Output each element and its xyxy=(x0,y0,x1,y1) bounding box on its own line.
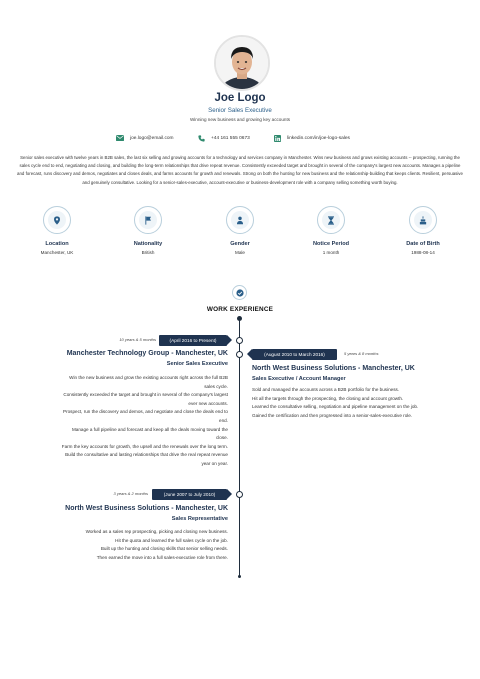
attribute-value: 1988-08-14 xyxy=(411,250,435,255)
job-description-line: sales cycle. xyxy=(204,383,228,389)
professional-summary: Senior sales executive with twelve years in B2B sales, the last six selling and growing accounts for a technology and services company in Manchester. Wins new business and grows existing accounts -- prospecting, running the sales cycle end to end, negotiating and closing, and building the long-term relationships that drive repeat revenue. Consistently exceeded target and brought in several of the company's largest new accounts. Manages a pipeline and forecast, runs discovery and demos, negotiates and closes deals, and farms accounts for growth and renewals. Strong on both the hunting for new business and the relationship-building that keeps clients. Resilient, persuasive and genuinely consultative. Looking for a senior-sales-executive, account-executive or business-development role with a company selling something worth buying. xyxy=(17,155,463,185)
attribute-label: Nationality xyxy=(133,241,163,247)
timeline-start-dot xyxy=(237,316,242,321)
tagline: Winning new business and growing key accounts xyxy=(189,117,291,122)
flag-icon xyxy=(144,216,152,225)
attribute-circle xyxy=(43,206,71,234)
job-title: Senior Sales Executive xyxy=(208,107,272,114)
phone-text: +44 161 555 0673 xyxy=(211,135,250,141)
linkedin-text: linkedin.com/in/joe-logo-sales xyxy=(287,135,350,141)
job-description-line: close. xyxy=(215,435,228,441)
attribute-circle xyxy=(134,206,162,234)
attribute-circle xyxy=(317,206,345,234)
timeline-end-dot xyxy=(238,575,241,578)
job-description-line: Build the consultative and lasting relationships that drive the real repeat revenue xyxy=(65,452,228,458)
timeline-node xyxy=(236,337,243,344)
job-description-line: ever new accounts. xyxy=(188,400,228,406)
job-company: North West Business Solutions - Manchester, UK xyxy=(252,365,415,372)
job-description-line: Gained the certification and then progressed into a senior-sales-executive role. xyxy=(252,412,413,418)
work-experience-heading: WORK EXPERIENCE xyxy=(206,306,274,313)
job-role: Senior Sales Executive xyxy=(166,361,228,367)
check-badge-icon xyxy=(236,289,244,297)
job-dates-badge: (June 2007 to July 2010) xyxy=(152,489,227,500)
job-role: Sales Representative xyxy=(171,516,228,522)
person-icon xyxy=(236,216,244,225)
attribute-value: Male xyxy=(235,250,245,255)
job-description-line: Sold and managed the accounts across a B2B portfolio for the business. xyxy=(252,387,400,392)
job-description xyxy=(252,386,474,420)
attribute-date-of-birth xyxy=(378,206,468,255)
timeline-node xyxy=(236,491,243,498)
job-description-line: Then earned the move into a full sales-executive role from there. xyxy=(96,554,228,560)
contact-row xyxy=(0,133,480,143)
job-company: Manchester Technology Group - Manchester, UK xyxy=(66,350,228,357)
job-description-line: Hit all the targets through the prospecting, the closing and account growth. xyxy=(252,395,404,401)
contact-email[interactable] xyxy=(116,133,174,143)
work-experience-icon-circle xyxy=(232,285,247,300)
location-pin-icon xyxy=(53,216,61,225)
attribute-circle xyxy=(226,206,254,234)
attribute-notice-period xyxy=(286,206,376,255)
attribute-location xyxy=(12,206,102,255)
timeline-node xyxy=(236,351,243,358)
job-description-line: Manage a full pipeline and forecast and keep all the deals moving toward the xyxy=(71,426,228,432)
job-dates-badge: (April 2016 to Present) xyxy=(159,335,227,346)
attribute-circle xyxy=(409,206,437,234)
attribute-value: Manchester, UK xyxy=(40,250,74,255)
job-description-line: Consistently exceeded the target and brought in several of the company's largest xyxy=(63,392,228,398)
job-description-line: Hit the quota and learned the full sales cycle on the job. xyxy=(115,537,228,543)
attribute-label: Gender xyxy=(230,241,250,247)
job-description-line: Prospect, run the discovery and demos, and negotiate and close the deals end to xyxy=(63,409,228,415)
job-description xyxy=(18,528,228,562)
attribute-value: 1 month xyxy=(322,250,340,255)
hourglass-icon xyxy=(327,216,335,225)
job-description-line: year on year. xyxy=(201,460,228,466)
job-description-line: Worked as a sales rep prospecting, picking and closing new business. xyxy=(85,529,228,534)
phone-icon xyxy=(198,135,205,142)
job-description-line: Win the new business and grow the existing accounts right across the full B2B xyxy=(69,375,228,380)
job-duration: 3 years & 2 months xyxy=(113,491,148,496)
attribute-label: Location xyxy=(45,241,69,247)
job-dates-badge: (August 2010 to March 2016) xyxy=(252,349,337,360)
contact-linkedin[interactable] xyxy=(274,133,350,143)
job-description-line: Farm the key accounts for growth, the upsell and the renewals over the long term. xyxy=(61,443,228,449)
email-icon xyxy=(116,135,124,141)
attribute-label: Date of Birth xyxy=(406,241,440,247)
attribute-gender xyxy=(195,206,285,255)
job-role: Sales Executive / Account Manager xyxy=(252,376,346,382)
job-description-line: Built up the hunting and closing skills that senior selling needs. xyxy=(100,546,228,552)
candidate-name: Joe Logo xyxy=(214,92,266,104)
attribute-value: British xyxy=(141,250,155,255)
job-description-line: Learned the consultative selling, negotiation and pipeline management on the job. xyxy=(252,404,419,410)
avatar xyxy=(214,35,270,91)
badge-pointer xyxy=(227,489,232,499)
linkedin-icon xyxy=(274,135,281,142)
attribute-label: Notice Period xyxy=(312,241,350,247)
job-company: North West Business Solutions - Manchester, UK xyxy=(65,505,228,512)
job-duration: 10 years & 5 months xyxy=(119,337,156,342)
job-description xyxy=(18,374,228,469)
email-text: joe.logo@email.com xyxy=(130,135,174,141)
contact-phone[interactable] xyxy=(198,133,250,143)
attribute-nationality xyxy=(103,206,193,255)
job-duration: 5 years & 8 months xyxy=(344,351,379,356)
birthday-cake-icon xyxy=(419,216,427,225)
badge-pointer xyxy=(227,335,232,345)
job-description-line: end. xyxy=(219,417,228,423)
avatar-photo xyxy=(216,37,268,89)
